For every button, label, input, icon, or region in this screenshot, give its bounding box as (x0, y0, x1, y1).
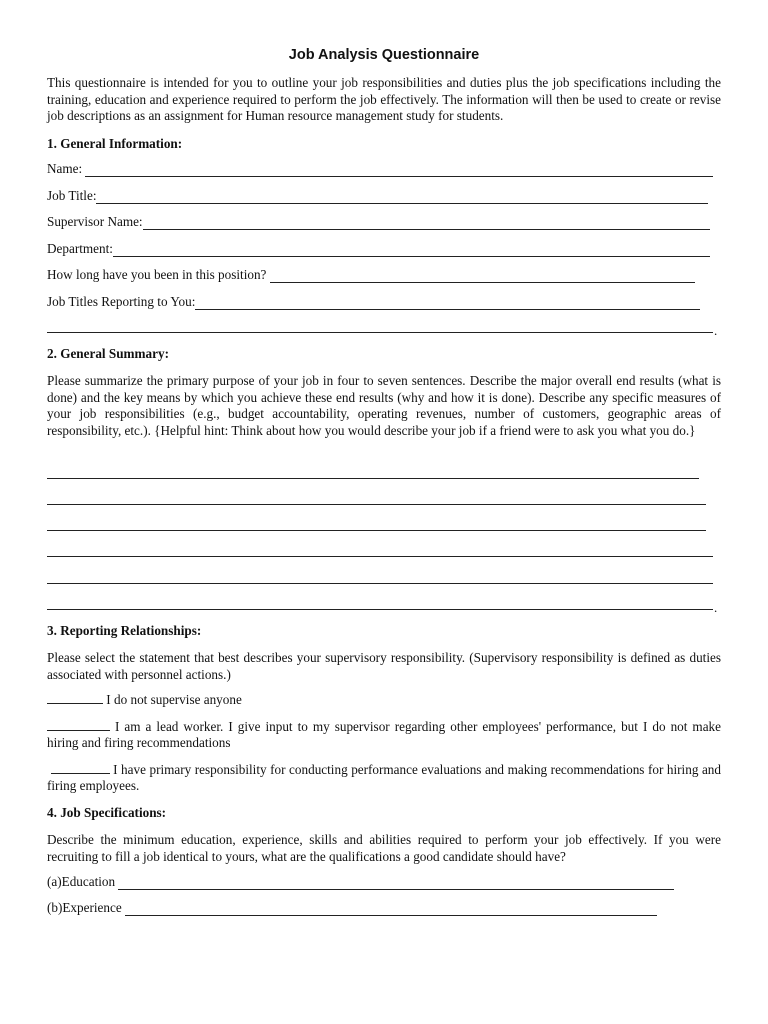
education-label: (a)Education (47, 874, 119, 889)
option-3-checkbox-line[interactable] (51, 763, 110, 774)
time-in-position-field[interactable] (47, 267, 695, 283)
summary-answer-line-6[interactable] (47, 609, 713, 610)
option-no-supervision[interactable] (47, 692, 721, 708)
document-title: Job Analysis Questionnaire (288, 47, 480, 63)
section-3-heading: 3. Reporting Relationships: (47, 623, 202, 638)
job-title-field[interactable] (47, 188, 708, 204)
supervisor-name-label: Supervisor Name: (47, 214, 143, 229)
option-2-text: I am a lead worker. I give input to my supervisor regarding other employees' performance, but I do not make hiring and firing recommendations (47, 719, 721, 751)
reporting-titles-blank[interactable] (195, 297, 700, 310)
option-1-text: I do not supervise anyone (103, 692, 242, 707)
experience-blank[interactable] (125, 903, 657, 916)
line-end-mark: . (714, 323, 718, 338)
summary-answer-line-1[interactable] (47, 478, 699, 479)
option-lead-worker[interactable] (47, 719, 721, 752)
experience-label: (b)Experience (47, 900, 125, 915)
supervisor-name-field[interactable] (47, 214, 710, 230)
time-in-position-label: How long have you been in this position? (47, 267, 270, 282)
education-blank[interactable] (118, 877, 674, 890)
option-1-checkbox-line[interactable] (47, 693, 103, 704)
job-title-label: Job Title: (47, 188, 97, 203)
supervisor-name-blank[interactable] (143, 217, 710, 230)
reporting-titles-extra-line[interactable] (47, 332, 713, 333)
option-3-text: I have primary responsibility for conducting performance evaluations and making recommendations for hiring and firing employees. (47, 762, 721, 794)
option-2-checkbox-line[interactable] (47, 720, 110, 731)
department-blank[interactable] (113, 244, 710, 257)
summary-answer-line-5[interactable] (47, 583, 713, 584)
reporting-instructions: Please select the statement that best describes your supervisory responsibility. (Supervisory responsibility is defined as duties associated with personnel actions.) (47, 650, 721, 682)
summary-answer-line-3[interactable] (47, 530, 706, 531)
reporting-titles-label: Job Titles Reporting to You: (47, 294, 196, 309)
option-primary-responsibility[interactable] (47, 762, 721, 795)
job-title-blank[interactable] (96, 191, 708, 204)
experience-field[interactable] (47, 900, 657, 916)
reporting-titles-field[interactable] (47, 294, 700, 310)
specifications-instructions: Describe the minimum education, experience, skills and abilities required to perform your job effectively. If you were recruiting to fill a job identical to yours, what are the qualifications a good candidate should have? (47, 832, 721, 864)
name-field[interactable] (47, 161, 713, 177)
name-blank[interactable] (85, 164, 713, 177)
section-1-heading: 1. General Information: (47, 136, 183, 151)
name-label: Name: (47, 161, 86, 176)
summary-answer-line-2[interactable] (47, 504, 706, 505)
summary-instructions: Please summarize the primary purpose of your job in four to seven sentences. Describe the major overall end results (what is done) and the key means by which you achieve these end results (why and how it is done). Describe any specific measures of your job responsibilities (e.g., budget accountability, operating revenues, number of customers, geographic areas of responsibility, etc.). {Helpful hint: Think about how you would describe your job if a friend were to ask you what you do.} (47, 373, 721, 438)
intro-paragraph: This questionnaire is intended for you to outline your job responsibilities and duties plus the job specifications including the training, education and experience required to perform the job effectively. The information will then be used to create or revise job descriptions as an assignment for Human resource management study for students. (47, 75, 721, 124)
department-label: Department: (47, 241, 113, 256)
line-end-mark: . (714, 600, 718, 615)
section-2-heading: 2. General Summary: (47, 346, 169, 361)
education-field[interactable] (47, 874, 674, 890)
section-4-heading: 4. Job Specifications: (47, 805, 167, 820)
summary-answer-line-4[interactable] (47, 556, 713, 557)
department-field[interactable] (47, 241, 710, 257)
time-in-position-blank[interactable] (270, 270, 695, 283)
